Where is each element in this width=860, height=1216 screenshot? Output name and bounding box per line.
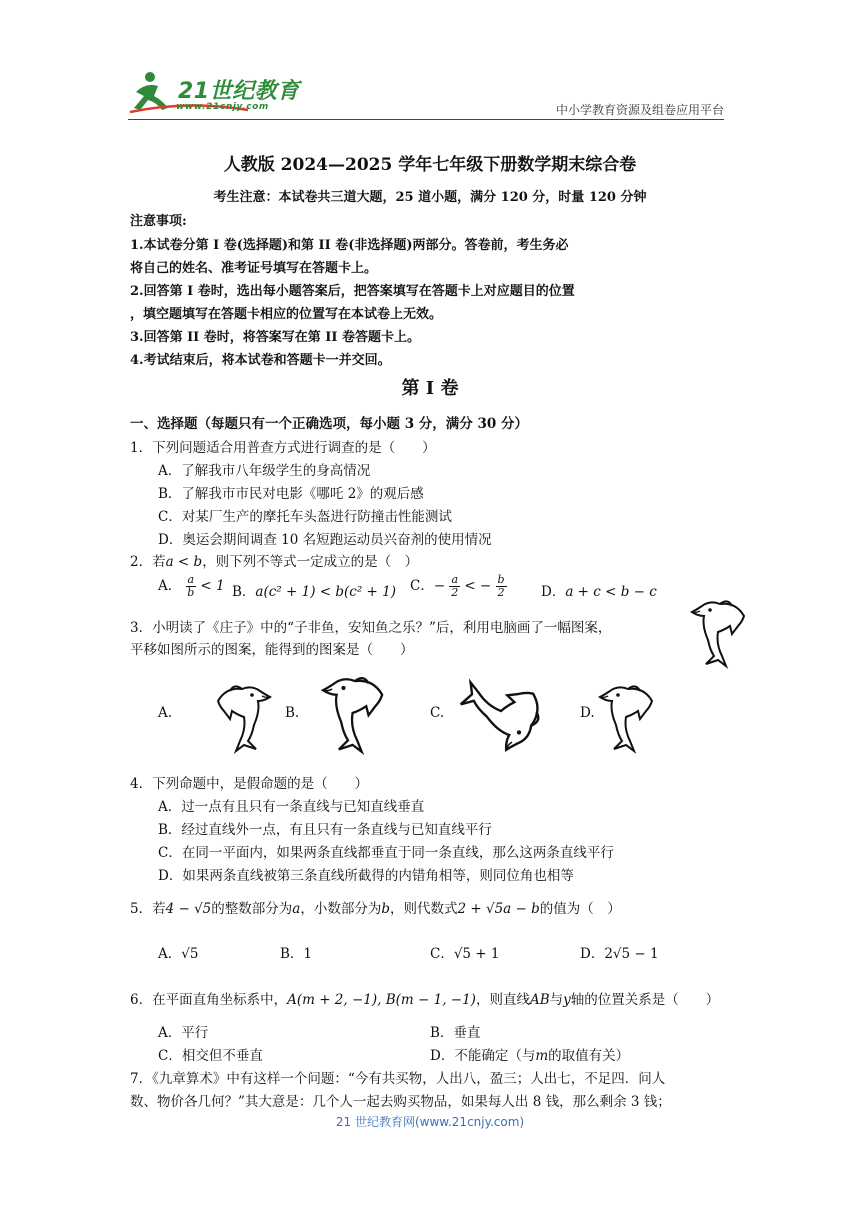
question-3-line-2: 平移如图所示的图案，能得到的图案是（ ） <box>130 642 414 658</box>
question-6-option-c: C．相交但不垂直 <box>158 1048 263 1064</box>
q5-math: 2 + √5a − b <box>457 901 540 917</box>
frac-num: a <box>187 573 195 586</box>
q3-option-b-label: B. <box>285 705 300 721</box>
q2-stem-pre: 2．若 <box>130 554 166 570</box>
question-1-option-c: C．对某厂生产的摩托车头盔进行防撞击性能测试 <box>158 509 452 525</box>
frac-den: 2 <box>497 586 505 599</box>
logo-url: www.21cnjy.com <box>176 102 269 112</box>
q3-option-a-label: A. <box>158 705 173 721</box>
q2-opt-a-label: A． <box>158 578 182 594</box>
question-4-stem: 4．下列命题中，是假命题的是（ ） <box>130 776 369 792</box>
q2-opt-c-mid: < − <box>464 578 492 594</box>
q2-opt-c-label: C． <box>410 578 434 594</box>
question-5-option-d: D．2√5 − 1 <box>580 946 659 962</box>
instruction-line: ，填空题填写在答题卡相应的位置写在本试卷上无效。 <box>130 307 443 322</box>
q6-math: A(m + 2, −1), B(m − 1, −1) <box>287 992 476 1008</box>
section-title: 第 I 卷 <box>401 378 459 399</box>
question-1-option-a: A．了解我市八年级学生的身高情况 <box>158 463 371 479</box>
page-title: 人教版 2024—2025 学年七年级下册数学期末综合卷 <box>223 155 637 175</box>
q2-stem-post: ，则下列不等式一定成立的是（ ） <box>202 554 419 570</box>
instruction-line: 2.回答第 I 卷时，选出每小题答案后，把答案填写在答题卡上对应题目的位置 <box>130 284 575 299</box>
q6-math: y <box>563 992 571 1008</box>
question-4-option-c: C．在同一平面内，如果两条直线都垂直于同一条直线，那么这两条直线平行 <box>158 845 614 861</box>
q6-text: 与 <box>549 992 564 1008</box>
frac-num: b <box>497 573 505 586</box>
platform-label: 中小学教育资源及组卷应用平台 <box>555 103 724 117</box>
question-5-option-c: C．√5 + 1 <box>430 946 500 962</box>
q6-text: 6．在平面直角坐标系中， <box>130 992 288 1008</box>
q3-option-c-label: C. <box>430 705 445 721</box>
q2-opt-b-label: B． <box>232 584 256 600</box>
question-5-stem <box>130 897 621 917</box>
question-2-option-d <box>541 580 657 600</box>
q5-text: 5．若 <box>130 901 166 917</box>
q5-text: ，小数部分为 <box>300 901 382 917</box>
instructions-heading: 注意事项: <box>130 214 187 229</box>
q3-option-d-label: D. <box>580 705 595 721</box>
exam-notice: 考生注意：本试卷共三道大题，25 道小题，满分 120 分，时量 120 分钟 <box>213 190 647 205</box>
question-2-stem <box>130 550 418 570</box>
instruction-line: 将自己的姓名、准考证号填写在答题卡上。 <box>130 261 378 276</box>
q2-opt-c-frac2 <box>496 574 507 599</box>
question-1-option-d: D．奥运会期间调查 10 名短跑运动员兴奋剂的使用情况 <box>158 532 492 548</box>
question-2-option-c <box>410 574 507 599</box>
frac-num: a <box>451 573 459 586</box>
q6-opt-d-text: D．不能确定（与 <box>430 1048 536 1064</box>
question-4-option-d: D．如果两条直线被第三条直线所截得的内错角相等，则同位角也相等 <box>158 868 574 884</box>
question-7-line-1: 7．《九章算术》中有这样一个问题：“今有共买物，人出八，盈三；人出七，不足四．问人 <box>130 1071 666 1087</box>
q6-opt-d-text: 的取值有关） <box>548 1048 630 1064</box>
q6-math: AB <box>529 992 550 1008</box>
question-1-stem: 1．下列问题适合用普查方式进行调查的是（ ） <box>130 440 436 456</box>
q2-opt-b-math: a(c² + 1) < b(c² + 1) <box>255 584 396 600</box>
question-2-option-a <box>158 574 225 599</box>
q3-option-b-dolphin-icon <box>316 672 396 754</box>
logo-text: 21世纪教育 <box>178 79 300 104</box>
q6-text: 轴的位置关系是（ ） <box>570 992 720 1008</box>
q5-text: 的整数部分为 <box>211 901 293 917</box>
question-4-option-a: A．过一点有且只有一条直线与已知直线垂直 <box>158 799 425 815</box>
section-heading: 一、选择题（每题只有一个正确选项，每小题 3 分，满分 30 分） <box>130 416 528 432</box>
q2-opt-d-label: D． <box>541 584 566 600</box>
reference-dolphin-icon <box>688 596 754 668</box>
q2-stem-math: a < b <box>165 554 203 570</box>
frac-den: b <box>187 586 195 599</box>
question-6-option-b: B．垂直 <box>430 1025 481 1041</box>
q5-math: 4 − √5 <box>165 901 212 917</box>
header-divider <box>128 119 724 120</box>
question-5-option-b: B．1 <box>280 946 313 962</box>
q6-text: ，则直线 <box>475 992 530 1008</box>
footer-link[interactable]: 21 世纪教育网(www.21cnjy.com) <box>335 1115 525 1129</box>
q2-opt-a-tail: < 1 <box>200 578 225 594</box>
question-6-option-a: A．平行 <box>158 1025 209 1041</box>
question-2-option-b <box>232 580 396 600</box>
instruction-line: 4.考试结束后，将本试卷和答题卡一并交回。 <box>130 353 391 368</box>
q2-opt-c-sign: − <box>433 578 446 594</box>
q3-option-d-dolphin-icon <box>596 678 662 756</box>
question-6-option-d <box>430 1044 629 1064</box>
q2-opt-a-frac <box>186 574 197 599</box>
question-3-line-1: 3．小明读了《庄子》中的“子非鱼，安知鱼之乐？”后，利用电脑画了一幅图案， <box>130 620 612 636</box>
q5-text: ，则代数式 <box>390 901 458 917</box>
q3-option-a-dolphin-icon <box>208 676 274 758</box>
instruction-line: 1.本试卷分第 I 卷(选择题)和第 II 卷(非选择题)两部分。答卷前，考生务必 <box>130 238 569 253</box>
question-5-option-a: A．√5 <box>158 946 199 962</box>
question-7-line-2: 数、物价各几何？”其大意是：几个人一起去购买物品，如果每人出 8 钱，那么剩余 3 钱； <box>130 1094 671 1110</box>
instruction-line: 3.回答第 II 卷时，将答案写在第 II 卷答题卡上。 <box>130 330 420 345</box>
question-4-option-b: B．经过直线外一点，有且只有一条直线与已知直线平行 <box>158 822 492 838</box>
frac-den: 2 <box>451 586 459 599</box>
question-1-option-b: B．了解我市市民对电影《哪吒 2》的观后感 <box>158 486 424 502</box>
q3-option-c-dolphin-icon <box>458 668 544 754</box>
q2-opt-c-frac1 <box>449 574 460 599</box>
q5-text: 的值为（ ） <box>539 901 621 917</box>
q2-opt-d-math: a + c < b − c <box>565 584 657 600</box>
q5-math: a <box>292 901 301 917</box>
q5-math: b <box>381 901 390 917</box>
question-6-stem <box>130 988 719 1008</box>
q6-opt-d-math: m <box>535 1048 549 1064</box>
